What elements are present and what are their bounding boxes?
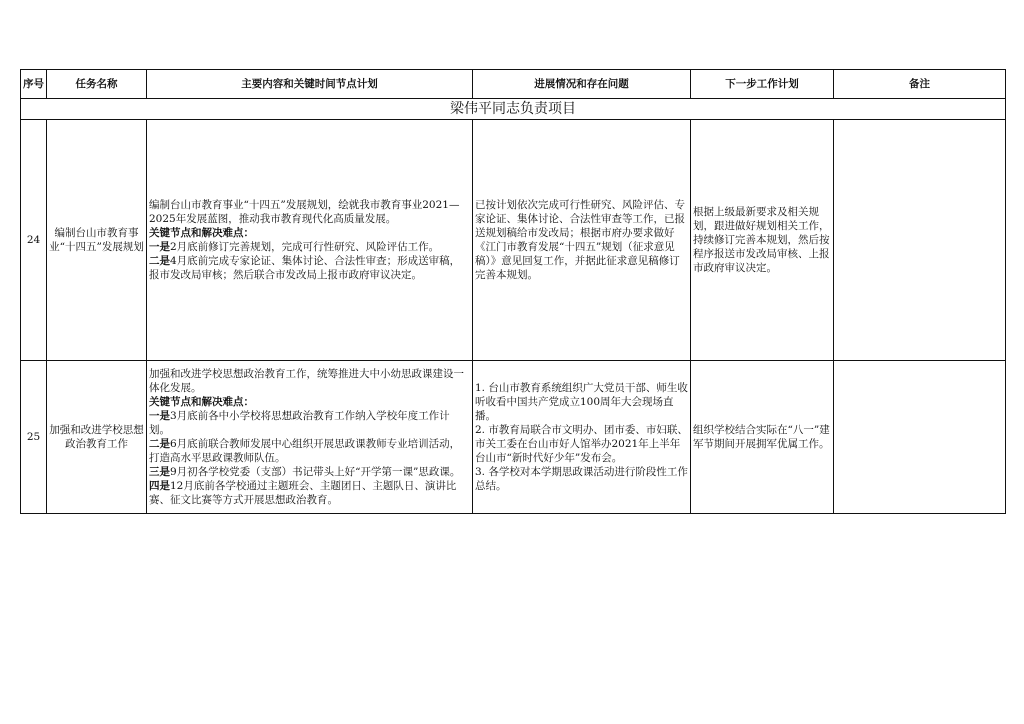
task-table bbox=[20, 69, 1006, 514]
section-row bbox=[21, 99, 1006, 120]
row-task: 加强和改进学校思想政治教育工作 bbox=[47, 361, 147, 514]
header-progress: 进展情况和存在问题 bbox=[473, 70, 691, 99]
item-lead: 二是 bbox=[149, 255, 170, 267]
section-title: 梁伟平同志负责项目 bbox=[21, 99, 1006, 120]
item-lead: 三是 bbox=[149, 466, 170, 478]
item-text: 4月底前完成专家论证、集体讨论、合法性审查；形成送审稿，报市发改局审核；然后联合市发改局上报市政府审议决定。 bbox=[149, 255, 461, 281]
row-plan bbox=[147, 361, 473, 514]
item-lead: 二是 bbox=[149, 438, 170, 450]
header-task: 任务名称 bbox=[47, 70, 147, 99]
item-text: 6月底前联合教师发展中心组织开展思政课教师专业培训活动，打造高水平思政课教师队伍。 bbox=[149, 438, 461, 464]
row-note bbox=[834, 120, 1006, 361]
header-no: 序号 bbox=[21, 70, 47, 99]
progress-item: 3. 各学校对本学期思政课活动进行阶段性工作总结。 bbox=[475, 466, 688, 492]
row-progress bbox=[473, 120, 691, 361]
row-no: 25 bbox=[21, 361, 47, 514]
item-lead: 一是 bbox=[149, 410, 170, 422]
row-note bbox=[834, 361, 1006, 514]
header-note: 备注 bbox=[834, 70, 1006, 99]
header-next: 下一步工作计划 bbox=[691, 70, 834, 99]
key-label: 关键节点和解决难点： bbox=[149, 227, 254, 239]
header-row bbox=[21, 70, 1006, 99]
row-no: 24 bbox=[21, 120, 47, 361]
row-progress bbox=[473, 361, 691, 514]
progress-text: 已按计划依次完成可行性研究、风险评估、专家论证、集体讨论、合法性审查等工作，已报送规划稿给市发改局；根据市府办要求做好《江门市教育发展“十四五”规划（征求意见稿）》意见回复工作，并据此征求意见稿修订完善本规划。 bbox=[475, 199, 685, 281]
header-plan: 主要内容和关键时间节点计划 bbox=[147, 70, 473, 99]
row-next: 根据上级最新要求及相关规划，跟进做好规划相关工作，持续修订完善本规划，然后按程序报送市发改局审核、上报市政府审议决定。 bbox=[691, 120, 834, 361]
plan-intro: 加强和改进学校思想政治教育工作，统筹推进大中小幼思政课建设一体化发展。 bbox=[149, 368, 464, 394]
row-plan bbox=[147, 120, 473, 361]
item-lead: 一是 bbox=[149, 241, 170, 253]
item-text: 9月初各学校党委（支部）书记带头上好“开学第一课”思政课。 bbox=[170, 466, 461, 478]
key-label: 关键节点和解决难点： bbox=[149, 396, 254, 408]
item-lead: 四是 bbox=[149, 480, 170, 492]
plan-intro: 编制台山市教育事业“十四五”发展规划，绘就我市教育事业2021—2025年发展蓝图，推动我市教育现代化高质量发展。 bbox=[149, 199, 460, 225]
table-row bbox=[21, 120, 1006, 361]
item-text: 12月底前各学校通过主题班会、主题团日、主题队日、演讲比赛、征文比赛等方式开展思想政治教育。 bbox=[149, 480, 457, 506]
item-text: 2月底前修订完善规划，完成可行性研究、风险评估工作。 bbox=[170, 241, 440, 253]
table-row bbox=[21, 361, 1006, 514]
progress-item: 2. 市教育局联合市文明办、团市委、市妇联、市关工委在台山市好人馆举办2021年上半年台山市“新时代好少年”发布会。 bbox=[475, 424, 688, 464]
row-task: 编制台山市教育事业“十四五”发展规划 bbox=[47, 120, 147, 361]
row-next: 组织学校结合实际在“八一”建军节期间开展拥军优属工作。 bbox=[691, 361, 834, 514]
item-text: 3月底前各中小学校将思想政治教育工作纳入学校年度工作计划。 bbox=[149, 410, 450, 436]
progress-item: 1. 台山市教育系统组织广大党员干部、师生收听收看中国共产党成立100周年大会现场直播。 bbox=[475, 382, 688, 422]
